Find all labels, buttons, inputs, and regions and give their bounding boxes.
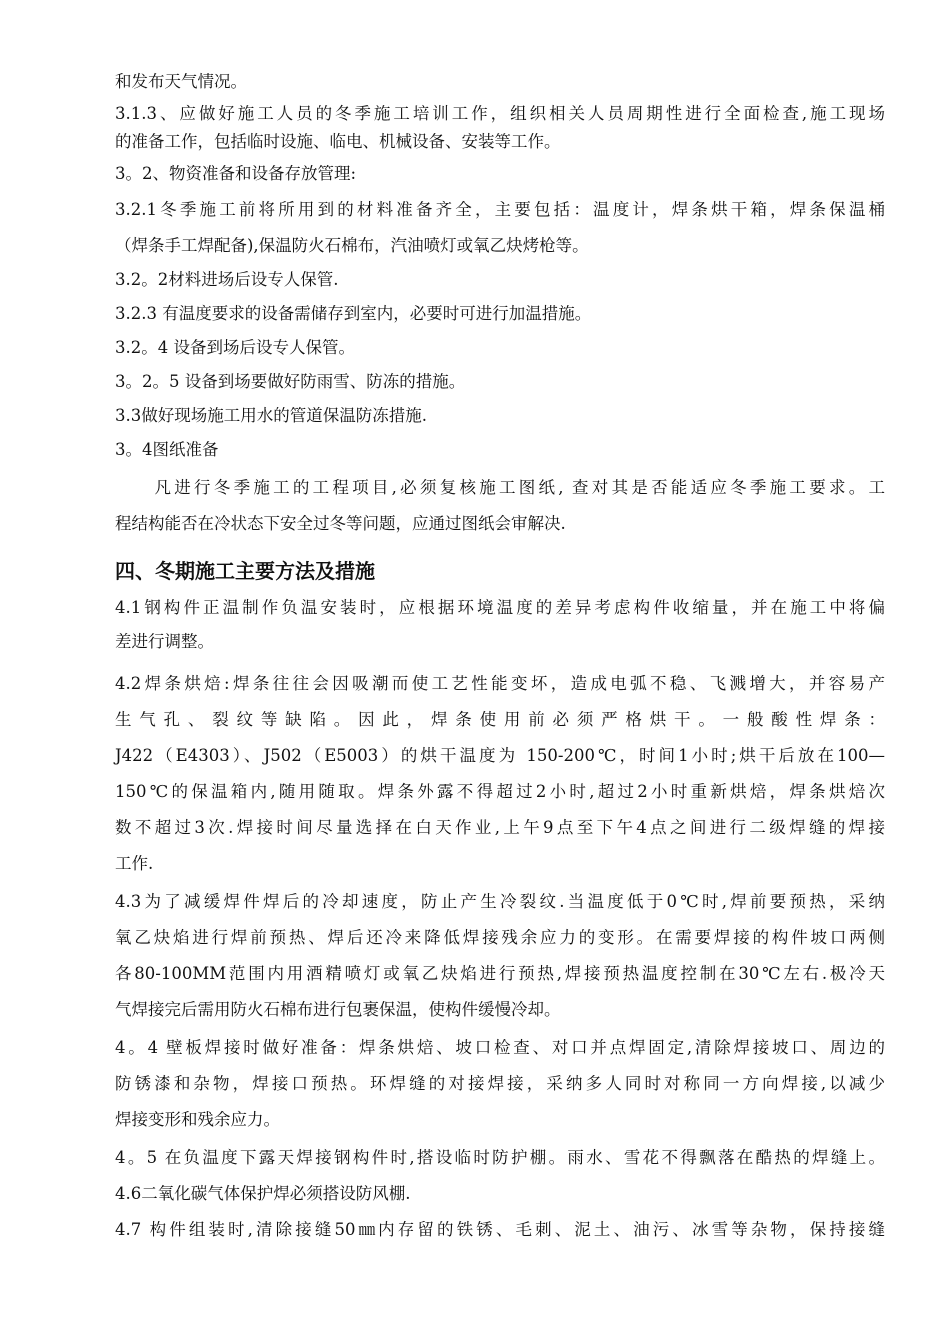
text-line: 3.2。2材料进场后设专人保管. xyxy=(115,270,339,289)
text-line: 程结构能否在冷状态下安全过冬等问题，应通过图纸会审解决. xyxy=(115,514,566,533)
text-line: 气焊接完后需用防火石棉布进行包裹保温，使构件缓慢冷却。 xyxy=(115,1000,561,1019)
text-line: 各80-100MM范围内用酒精喷灯或氧乙炔焰进行预热,焊接预热温度控制在30℃左右.极冷天 xyxy=(115,964,885,983)
text-line: 焊接变形和残余应力。 xyxy=(115,1110,280,1129)
text-line: 3.3做好现场施工用水的管道保温防冻措施. xyxy=(115,406,427,425)
text-line: 3.2。4 设备到场后设专人保管。 xyxy=(115,338,355,357)
text-line: 凡进行冬季施工的工程项目,必须复核施工图纸, 查对其是否能适应冬季施工要求。工 xyxy=(115,478,885,497)
text-line: 4。5 在负温度下露天焊接钢构件时,搭设临时防护棚。雨水、雪花不得飘落在酷热的焊缝上。 xyxy=(115,1148,885,1167)
text-line: 和发布天气情况。 xyxy=(115,72,247,91)
text-line: 防锈漆和杂物，焊接口预热。环焊缝的对接焊接，采纳多人同时对称同一方向焊接,以减少 xyxy=(115,1074,885,1093)
text-line: 差进行调整。 xyxy=(115,632,214,651)
text-line: 数不超过3次.焊接时间尽量选择在白天作业,上午9点至下午4点之间进行二级焊缝的焊接 xyxy=(115,818,885,837)
text-line: 4.2焊条烘焙:焊条往往会因吸潮而使工艺性能变坏，造成电弧不稳、飞溅增大，并容易产 xyxy=(115,674,885,693)
section-heading: 四、冬期施工主要方法及措施 xyxy=(115,559,375,583)
text-line: 150℃的保温箱内,随用随取。焊条外露不得超过2小时,超过2小时重新烘焙，焊条烘焙次 xyxy=(115,782,885,801)
text-line: 4.1钢构件正温制作负温安装时，应根据环境温度的差异考虑构件收缩量，并在施工中将偏 xyxy=(115,598,885,617)
text-line: 的准备工作，包括临时设施、临电、机械设备、安装等工作。 xyxy=(115,132,561,151)
text-line: 3.2.1冬季施工前将所用到的材料准备齐全，主要包括：温度计，焊条烘干箱，焊条保温桶 xyxy=(115,200,885,219)
text-line: 3。4图纸准备 xyxy=(115,440,219,459)
text-line: 4.7 构件组装时,清除接缝50㎜内存留的铁锈、毛刺、泥土、油污、冰雪等杂物，保持接缝 xyxy=(115,1220,885,1239)
text-line: 4.6二氧化碳气体保护焊必须搭设防风棚. xyxy=(115,1184,411,1203)
text-line: 生气孔、裂纹等缺陷。因此，焊条使用前必须严格烘干。一般酸性焊条： xyxy=(115,710,885,729)
text-line: 3.2.3 有温度要求的设备需储存到室内，必要时可进行加温措施。 xyxy=(115,304,592,323)
text-line: 氧乙炔焰进行焊前预热、焊后还冷来降低焊接残余应力的变形。在需要焊接的构件坡口两侧 xyxy=(115,928,885,947)
text-line: J422（E4303）、J502（E5003）的烘干温度为 150-200℃，时间1小时;烘干后放在100— xyxy=(115,746,885,765)
text-line: 3.1.3、应做好施工人员的冬季施工培训工作，组织相关人员周期性进行全面检查,施工现场 xyxy=(115,104,885,123)
text-line: 4.3为了减缓焊件焊后的冷却速度，防止产生冷裂纹.当温度低于0℃时,焊前要预热，采纳 xyxy=(115,892,885,911)
text-line: 3。2、物资准备和设备存放管理: xyxy=(115,164,357,183)
text-line: 工作. xyxy=(115,854,154,873)
text-line: 3。2。5 设备到场要做好防雨雪、防冻的措施。 xyxy=(115,372,466,391)
text-line: 4。4 壁板焊接时做好准备：焊条烘焙、坡口检查、对口并点焊固定,清除焊接坡口、周边的 xyxy=(115,1038,885,1057)
text-line: （焊条手工焊配备),保温防火石棉布，汽油喷灯或氧乙炔烤枪等。 xyxy=(115,236,589,255)
